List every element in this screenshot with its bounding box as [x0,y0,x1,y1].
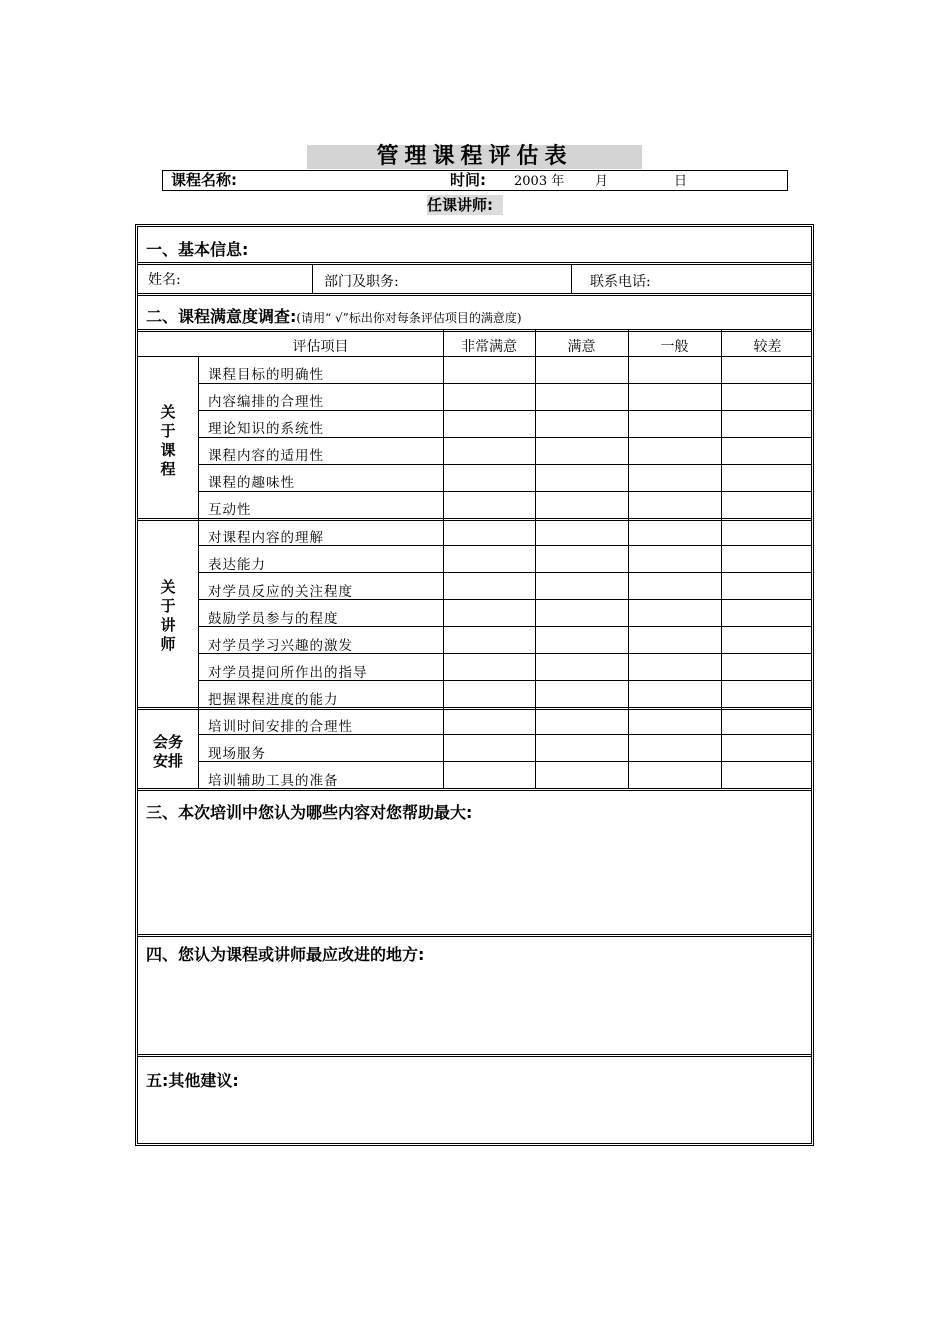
rating-item: 课程内容的适用性 [208,448,324,464]
rating-item: 鼓励学员参与的程度 [208,611,339,627]
rating-item: 内容编排的合理性 [208,394,324,410]
column-header-average: 一般 [660,339,689,355]
time-label: 时间: [450,171,486,189]
rating-item: 对课程内容的理解 [208,530,324,546]
course-name-label: 课程名称: [171,171,237,189]
column-header-item: 评估项目 [292,339,349,355]
teacher-label: 任课讲师: [427,195,503,215]
group-label-course: 关 于 课 程 [160,403,176,478]
rating-item: 课程的趣味性 [208,475,295,491]
year-value: 2003 年 [514,174,565,189]
rating-item: 对学员反应的关注程度 [208,584,353,600]
rating-item: 培训时间安排的合理性 [208,719,353,735]
rating-item: 现场服务 [208,746,266,762]
column-header-satisfied: 满意 [567,339,596,355]
group-label-teacher: 关 于 讲 师 [160,578,176,653]
phone-label: 联系电话: [590,274,651,290]
department-label: 部门及职务: [324,274,399,290]
rating-item: 对学员提问所作出的指导 [208,665,368,681]
rating-item: 培训辅助工具的准备 [208,773,339,789]
day-label: 日 [674,174,688,189]
rating-item: 表达能力 [208,557,266,573]
section-other-suggestions-title: 五:其他建议: [146,1071,239,1090]
satisfaction-title-text: 二、课程满意度调查: [146,307,297,326]
rating-item: 理论知识的系统性 [208,421,324,437]
column-header-poor: 较差 [753,339,782,355]
section-improvement-title: 四、您认为课程或讲师最应改进的地方: [146,945,425,964]
page-title: 管理课程评估表 [307,145,642,169]
rating-item: 把握课程进度的能力 [208,692,339,708]
satisfaction-note: (请用“ √”标出你对每条评估项目的满意度) [296,311,522,325]
group-label-logistics: 会务 安排 [152,733,183,770]
section-most-helpful-title: 三、本次培训中您认为哪些内容对您帮助最大: [146,803,473,822]
rating-item: 对学员学习兴趣的激发 [208,638,353,654]
evaluation-form [135,224,814,1146]
name-label: 姓名: [148,272,181,288]
rating-item: 互动性 [208,502,252,518]
rating-item: 课程目标的明确性 [208,367,324,383]
section-basic-info-title: 一、基本信息: [146,240,249,259]
column-header-very-satisfied: 非常满意 [461,339,517,355]
course-info-bar [162,170,788,191]
month-label: 月 [595,174,609,189]
section-satisfaction-title [146,304,522,327]
